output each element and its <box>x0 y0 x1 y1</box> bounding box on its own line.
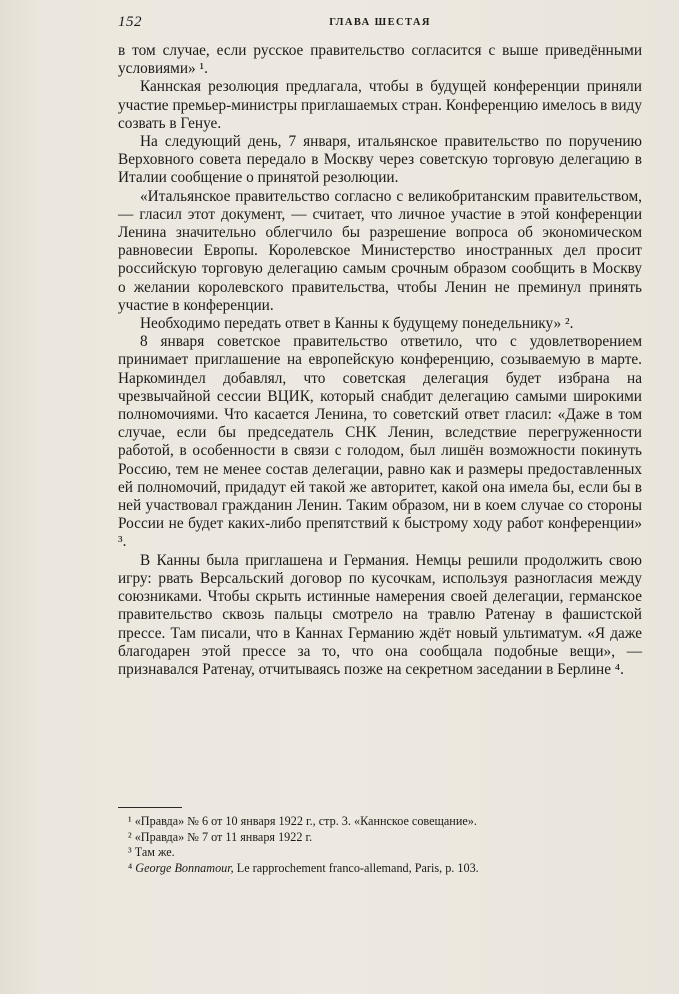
footnote-mark: ² <box>128 829 132 844</box>
running-header <box>118 14 642 34</box>
footnote <box>118 830 642 846</box>
footnote-text: Le rapprochement franco-allemand, Paris, p. 103. <box>236 860 479 875</box>
footnote-text: «Правда» № 6 от 10 января 1922 г., стр. 3. «Каннское совещание». <box>134 814 477 828</box>
footnote <box>118 861 642 877</box>
footnote-mark: ⁴ <box>128 860 133 875</box>
paragraph: Необходимо передать ответ в Канны к будущему понедельнику» ². <box>140 315 574 333</box>
footnote-text: Там же. <box>134 845 175 859</box>
footnote-mark: ³ <box>128 845 132 859</box>
paragraph: в том случае, если русское правительство согласится с выше приведёнными условиями» ¹. <box>118 42 642 78</box>
footnote-author: George Bonnamour, <box>135 860 234 875</box>
paragraph: В Канны была приглашена и Германия. Немцы решили продолжить свою игру: рвать Версальский договор по кусочкам, используя разногласия между союзниками. Чтобы скрыть истинные намерения своей делегации, германское правительство сквозь пальцы смотрело на травлю Ратенау в фашистской прессе. Там писали, что в Каннах Германию ждёт новый ультиматум. «Я даже благодарен этой прессе за то, что она сообщала подобные вещи», — признавался Ратенау, отчитываясь позже на секретном заседании в Берлине ⁴. <box>118 551 642 678</box>
footnotes <box>118 814 642 876</box>
footnote-mark: ¹ <box>128 814 132 828</box>
paragraph: Каннская резолюция предлагала, чтобы в будущей конференции приняли участие премьер-министры приглашаемых стран. Конференцию имелось в виду созвать в Генуе. <box>118 78 642 132</box>
chapter-title: ГЛАВА ШЕСТАЯ <box>329 17 431 28</box>
page-number: 152 <box>118 14 142 30</box>
paragraph: 8 января советское правительство ответило, что с удовлетворением принимает приглашение на европейскую конференцию, созываемую в марте. Наркоминдел добавлял, что советская делегация будет избрана на чрезвычайной сессии ВЦИК, который снабдит делегацию самыми широкими полномочиями. Что касается Ленина, то советский ответ гласил: «Даже в том случае, если бы председатель СНК Ленин, вследствие перегруженности работой, в особенности в связи с голодом, был лишён возможности покинуть Россию, тем не менее состав делегации, равно как и размеры предоставленных ей полномочий, придадут ей такой же авторитет, какой она имела бы, если бы в ней участвовал гражданин Ленин. Таким образом, ни в коем случае со стороны России не будет каких-либо препятствий к быстрому ходу работ конференции» ³. <box>118 333 642 551</box>
footnote-text: «Правда» № 7 от 11 января 1922 г. <box>134 829 313 844</box>
paragraph: «Итальянское правительство согласно с великобританским правительством, — гласил этот документ, — считает, что личное участие в этой конференции Ленина значительно облегчило бы разрешение вопроса об экономическом равновесии Европы. Королевское Министерство иностранных дел просит российскую торговую делегацию самым срочным образом сообщить в Москву о желании королевского правительства, чтобы Ленин не преминул принять участие в конференции. <box>118 187 642 314</box>
footnote <box>118 845 642 861</box>
footnote <box>118 814 642 830</box>
footnote-divider <box>118 807 182 808</box>
main-text <box>118 42 642 679</box>
paragraph: На следующий день, 7 января, итальянское правительство по поручению Верховного совета передало в Москву через советскую торговую делегацию в Италии сообщение о принятой резолюции. <box>118 133 642 187</box>
